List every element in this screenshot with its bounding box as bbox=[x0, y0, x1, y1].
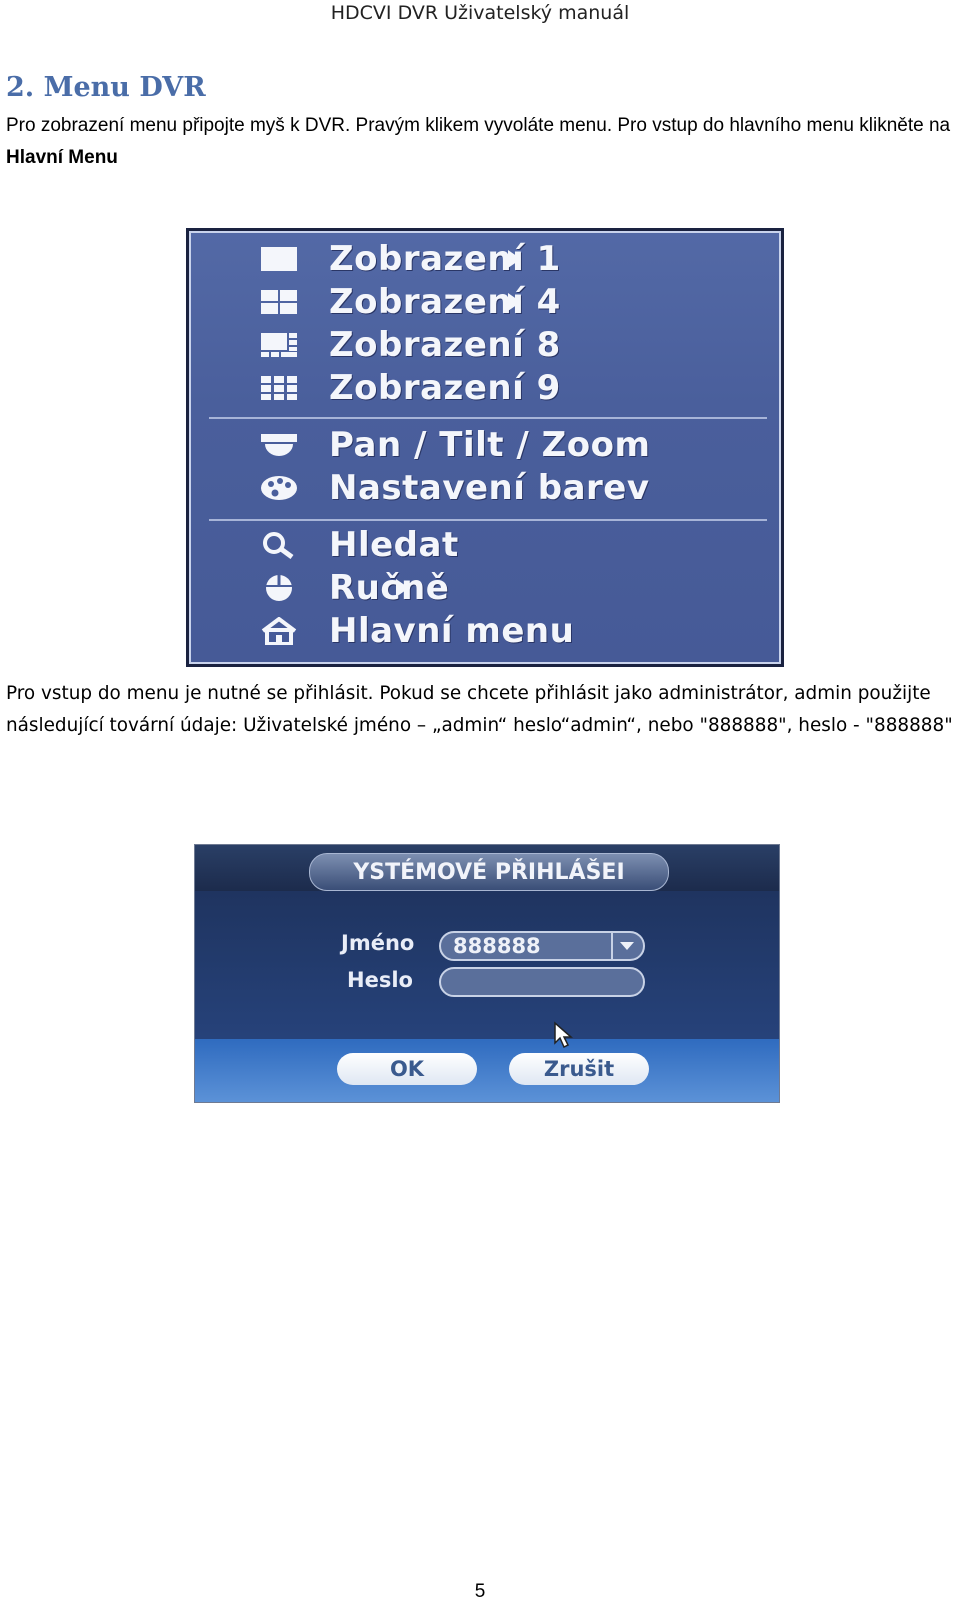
context-menu bbox=[189, 231, 781, 664]
mouse-cursor-icon bbox=[553, 1021, 575, 1049]
login-paragraph: Pro vstup do menu je nutné se přihlásit. Pokud se chcete přihlásit jako administrátor, admin použijte následující tovární údaje: Uživatelské jméno – „admin“ heslo“admin“, nebo "888888", heslo - "888888" bbox=[6, 683, 953, 736]
intro-paragraph bbox=[6, 110, 956, 174]
intro-bold: Hlavní Menu bbox=[6, 147, 118, 168]
menu-separator bbox=[209, 417, 767, 419]
menu-item-label: Zobrazení 4 bbox=[329, 282, 561, 322]
nine-view-icon bbox=[257, 371, 301, 405]
username-value: 888888 bbox=[453, 934, 541, 958]
menu-item-search[interactable] bbox=[257, 523, 459, 567]
login-dialog-body bbox=[195, 891, 779, 1039]
ok-button[interactable]: OK bbox=[337, 1053, 477, 1085]
menu-item-ptz[interactable] bbox=[257, 423, 650, 467]
search-icon bbox=[257, 528, 301, 562]
username-dropdown[interactable] bbox=[439, 931, 645, 961]
context-menu-screenshot bbox=[186, 228, 784, 667]
menu-item-view-9[interactable] bbox=[257, 366, 561, 410]
login-dialog-footer bbox=[195, 1039, 779, 1103]
submenu-arrow-icon bbox=[508, 250, 521, 268]
dropdown-divider bbox=[611, 933, 613, 959]
menu-item-label: Hledat bbox=[329, 525, 459, 565]
menu-item-label: Zobrazení 8 bbox=[329, 325, 561, 365]
single-view-icon bbox=[257, 242, 301, 276]
cancel-button[interactable]: Zrušit bbox=[509, 1053, 649, 1085]
menu-item-view-1[interactable] bbox=[257, 237, 561, 281]
menu-item-label: Hlavní menu bbox=[329, 611, 575, 651]
palette-icon bbox=[257, 471, 301, 505]
eight-view-icon bbox=[257, 328, 301, 362]
section-title: 2. Menu DVR bbox=[6, 72, 206, 103]
intro-text: Pro zobrazení menu připojte myš k DVR. Pravým klikem vyvoláte menu. Pro vstup do hlavního menu klikněte na bbox=[6, 115, 951, 136]
page-number: 5 bbox=[474, 1581, 486, 1602]
menu-item-color-settings[interactable] bbox=[257, 466, 650, 510]
submenu-arrow-icon bbox=[508, 293, 521, 311]
menu-item-label: Pan / Tilt / Zoom bbox=[329, 425, 651, 465]
submenu-arrow-icon bbox=[396, 579, 409, 597]
menu-item-view-8[interactable] bbox=[257, 323, 561, 367]
username-label: Jméno bbox=[341, 931, 415, 955]
quad-view-icon bbox=[257, 285, 301, 319]
login-dialog-header bbox=[195, 845, 779, 891]
ptz-camera-icon bbox=[257, 428, 301, 462]
menu-item-manual[interactable] bbox=[257, 566, 449, 610]
menu-item-view-4[interactable] bbox=[257, 280, 561, 324]
manual-icon bbox=[257, 571, 301, 605]
chevron-down-icon[interactable] bbox=[620, 942, 634, 950]
menu-item-label: Zobrazení 9 bbox=[329, 368, 561, 408]
password-field[interactable] bbox=[439, 967, 645, 997]
login-dialog-title: YSTÉMOVÉ PŘIHLÁŠEI bbox=[309, 853, 669, 891]
login-dialog-screenshot bbox=[194, 844, 780, 1103]
menu-item-label: Zobrazení 1 bbox=[329, 239, 561, 279]
menu-item-label: Nastavení barev bbox=[329, 468, 650, 508]
page-header: HDCVI DVR Uživatelský manuál bbox=[330, 2, 630, 24]
menu-separator bbox=[209, 519, 767, 521]
menu-item-main-menu[interactable] bbox=[257, 609, 574, 653]
password-label: Heslo bbox=[347, 968, 413, 992]
menu-item-label: Ručně bbox=[329, 568, 450, 608]
home-icon bbox=[257, 614, 301, 648]
